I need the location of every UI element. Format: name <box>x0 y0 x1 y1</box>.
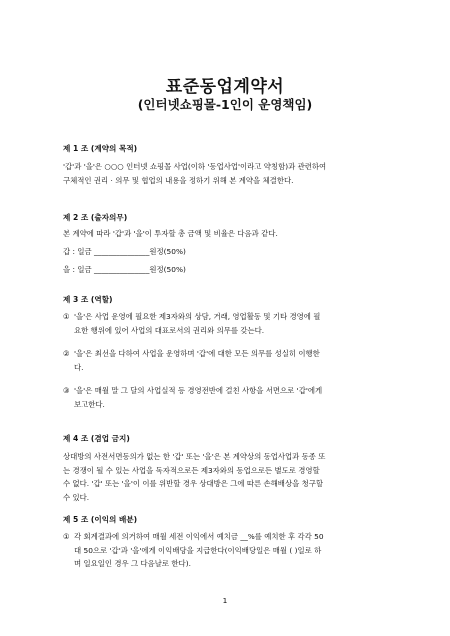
investment-line-gap: 갑 : 일금 _______________원정(50%) <box>63 247 186 256</box>
item-number: ③ <box>63 386 70 395</box>
article-5-heading: 제 5 조 (이익의 배분) <box>63 515 138 524</box>
article-4-heading: 제 4 조 (겸업 금지) <box>63 434 130 443</box>
article-4-line: 수 없다. '갑' 또는 '을'이 이를 위반할 경우 상대방은 그에 따른 손해배상을 청구할 <box>63 479 323 488</box>
article-2-investor-eul <box>63 263 393 277</box>
document-title: 표준동업계약서 <box>165 77 285 97</box>
item-number: ② <box>63 349 70 358</box>
article-1-heading: 제 1 조 (계약의 목적) <box>63 144 138 153</box>
article-2-investor-gap <box>63 245 393 259</box>
item-number: ① <box>63 312 70 321</box>
page-number: 1 <box>222 596 228 605</box>
article-1-body <box>63 160 393 187</box>
article-3-heading: 제 3 조 (역할) <box>63 295 113 304</box>
article-4-line: 수 있다. <box>63 492 90 502</box>
item-line: 보고한다. <box>74 399 105 409</box>
article-2-line: 본 계약에 따라 '갑'과 '을'이 투자할 총 금액 및 비율은 다음과 같다. <box>63 229 278 238</box>
item-line: '을'은 최선을 다하여 사업을 운영하며 '갑'에 대한 모든 의무를 성실히 이행한 <box>74 349 320 358</box>
item-line: 대 50으로 '갑'과 '을'에게 이익배당을 지급한다(이익배당일은 매월 ( )일로 하 <box>74 545 322 555</box>
article-4-line: 는 경쟁이 될 수 있는 사업을 독자적으로든 제3자와의 동업으로든 별도로 경영할 <box>63 465 320 475</box>
article-2-body <box>63 227 393 241</box>
item-line: 각 회계결과에 의거하여 매월 세전 이익에서 예치금 __%를 예치한 후 각각 50 <box>74 532 324 541</box>
article-2-heading: 제 2 조 (출자의무) <box>63 213 128 222</box>
article-1-line: 구체적인 권리 · 의무 및 협업의 내용을 정하기 위해 본 계약을 체결한다. <box>63 175 294 185</box>
document-subtitle: (인터넷쇼핑몰-1인이 운영책임) <box>137 97 313 112</box>
item-line: 다. <box>74 362 84 372</box>
item-line: '을'은 사업 운영에 필요한 제3자와의 상담, 거래, 영업활동 및 기타 경영에 필 <box>74 312 321 321</box>
article-1-line: '갑'과 '을'은 ○○○ 인터넷 쇼핑몰 사업(이하 '동업사업'이라고 약칭함)과 관련하여 <box>63 162 327 171</box>
article-4-line: 상대방의 사전서면동의가 없는 한 '갑' 또는 '을'은 본 계약상의 동업사업과 동종 또 <box>63 452 326 461</box>
article-4-body <box>63 450 393 504</box>
item-line: 며 일요일인 경우 그 다음날로 한다). <box>74 559 191 568</box>
item-line: '을'은 매월 말 그 달의 사업실적 등 경영전반에 걸친 사항을 서면으로 '갑'에게 <box>74 386 323 395</box>
item-number: ① <box>63 532 70 541</box>
investment-line-eul: 을 : 일금 _______________원정(50%) <box>63 265 186 274</box>
item-line: 요한 행위에 있어 사업의 대표로서의 권리와 의무를 갖는다. <box>74 325 265 335</box>
